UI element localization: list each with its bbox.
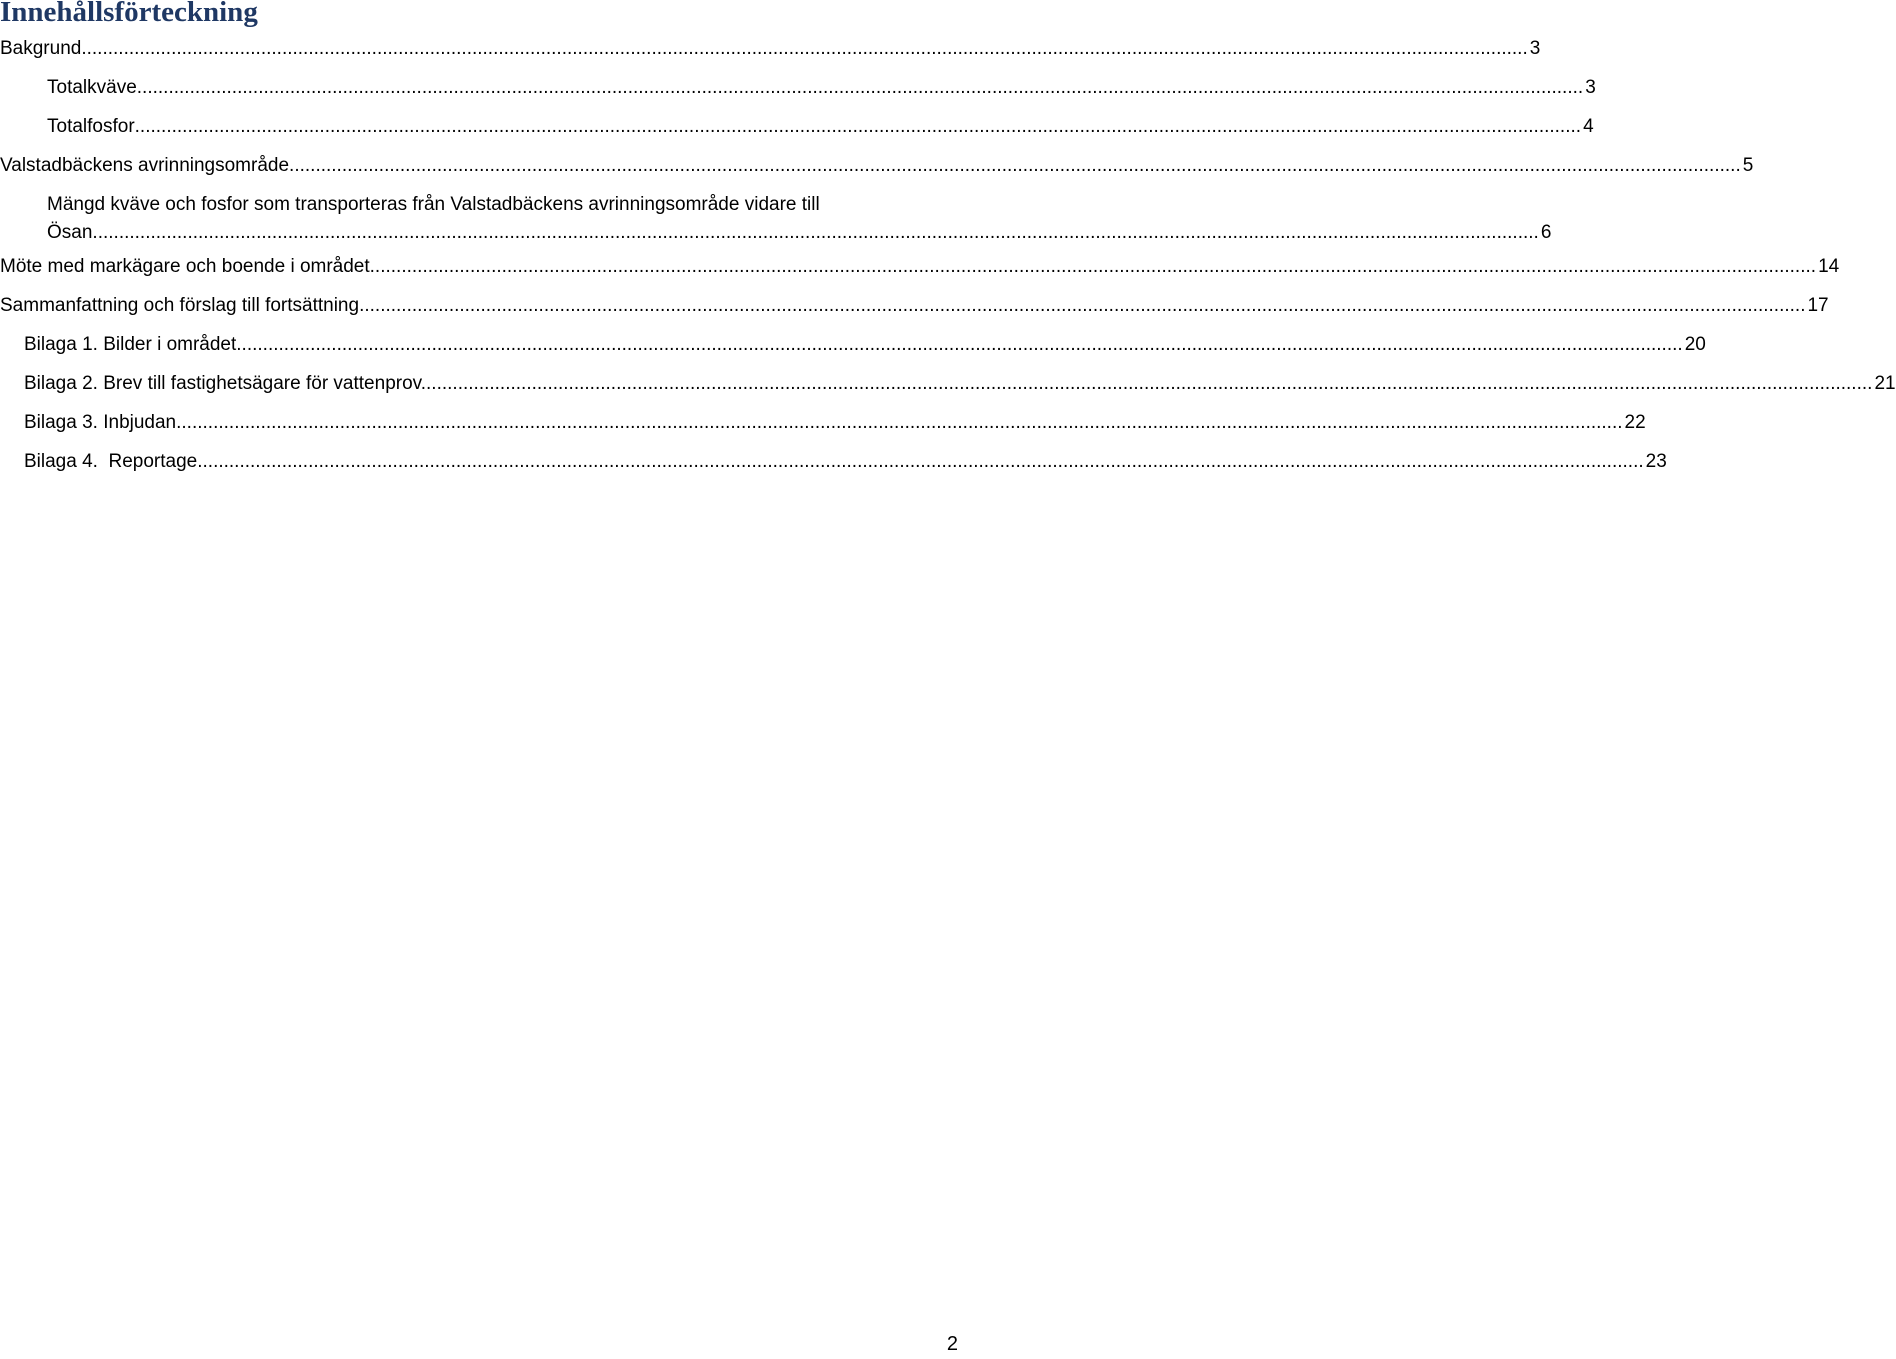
toc-leader-dots: .................................................................................................................................................................................................................................................................................. [134, 116, 1582, 137]
table-of-contents [0, 29, 1896, 481]
toc-entry-bilaga-2[interactable] [0, 364, 1896, 403]
toc-entry-page: 23 [1645, 451, 1667, 472]
toc-entry-page: 6 [1540, 222, 1552, 243]
toc-entry-mangd-kvave[interactable] [0, 185, 1552, 247]
toc-entry-label: Totalkväve [47, 77, 137, 98]
toc-entry-valstadbackens[interactable] [0, 146, 1754, 185]
toc-entry-page: 20 [1684, 334, 1706, 355]
toc-entry-page: 3 [1529, 38, 1541, 59]
toc-entry-page: 22 [1624, 412, 1646, 433]
toc-entry-page: 21 [1874, 373, 1896, 394]
toc-entry-label: Sammanfattning och förslag till fortsättning [0, 295, 360, 316]
toc-leader-dots: .................................................................................................................................................................................................................................................................................. [369, 256, 1817, 277]
toc-entry-label: Valstadbäckens avrinningsområde. [0, 155, 295, 176]
toc-entry-mote[interactable] [0, 247, 1840, 286]
toc-entry-label-line2: Ösan [47, 222, 93, 243]
toc-entry-label: Bilaga 4. Reportage [24, 451, 198, 472]
toc-entry-sammanfattning[interactable] [0, 286, 1829, 325]
toc-entry-label-line1: Mängd kväve och fosfor som transporteras från Valstadbäckens avrinningsområde vidare till [47, 194, 820, 215]
toc-heading: Innehållsförteckning [0, 0, 258, 28]
toc-entry-page: 3 [1585, 77, 1596, 98]
toc-entry-label: Bilaga 1. Bilder i området [24, 334, 237, 355]
toc-leader-dots: .................................................................................................................................................................................................................................................................................. [426, 373, 1873, 394]
toc-entry-page: 17 [1807, 295, 1829, 316]
toc-leader-dots: .................................................................................................................................................................................................................................................................................. [92, 222, 1539, 243]
toc-entry-label: Bilaga 3. Inbjudan [24, 412, 177, 433]
toc-entry-bilaga-3[interactable] [0, 403, 1646, 442]
toc-entry-label: Bakgrund [0, 38, 82, 59]
toc-leader-dots: .................................................................................................................................................................................................................................................................................. [359, 295, 1806, 316]
toc-entry-page: 5 [1742, 155, 1754, 176]
toc-entry-page: 4 [1583, 116, 1594, 137]
toc-leader-dots: .................................................................................................................................................................................................................................................................................. [294, 155, 1741, 176]
toc-entry-label: Totalfosfor [47, 116, 135, 137]
toc-leader-dots: .................................................................................................................................................................................................................................................................................. [136, 77, 1584, 98]
toc-leader-dots: .................................................................................................................................................................................................................................................................................. [176, 412, 1623, 433]
toc-leader-dots: .................................................................................................................................................................................................................................................................................. [236, 334, 1683, 355]
toc-entry-bilaga-4[interactable] [0, 442, 1667, 481]
toc-entry-totalkvave[interactable] [0, 68, 1596, 107]
toc-entry-bakgrund[interactable] [0, 29, 1541, 68]
toc-entry-page: 14 [1818, 256, 1840, 277]
toc-entry-totalfosfor[interactable] [0, 107, 1594, 146]
toc-leader-dots: .................................................................................................................................................................................................................................................................................. [197, 451, 1644, 472]
toc-entry-bilaga-1[interactable] [0, 325, 1706, 364]
toc-entry-label: Bilaga 2. Brev till fastighetsägare för vattenprov. [24, 373, 427, 394]
page-number: 2 [946, 1333, 958, 1355]
toc-entry-label: Möte med markägare och boende i området [0, 256, 370, 277]
toc-leader-dots: .................................................................................................................................................................................................................................................................................. [81, 38, 1528, 59]
